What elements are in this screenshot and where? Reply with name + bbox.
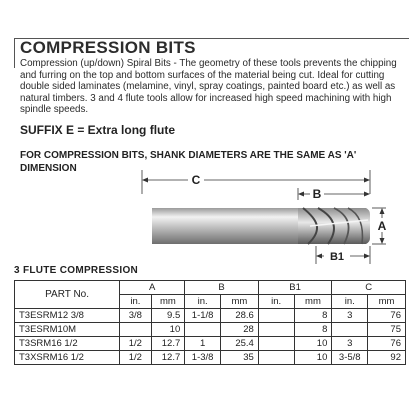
cell-c-in: 3-5/8 [332,351,368,365]
header-side-rule [14,38,15,68]
table-row [15,351,406,365]
group-header-b: B [185,281,259,295]
cell-c-in [332,323,368,337]
dimension-b1 [316,246,370,264]
cell-b-mm: 25.4 [220,337,258,351]
cell-a-mm: 9.5 [151,309,185,323]
cell-c-in: 3 [332,337,368,351]
part-number: T3XSRM16 1/2 [15,351,120,365]
dimension-b [298,187,370,201]
unit-header: mm [220,295,258,309]
spec-table [14,280,406,365]
table-row [15,323,406,337]
label-c: C [191,173,201,187]
cell-c-in: 3 [332,309,368,323]
cell-a-in: 1/2 [120,337,152,351]
cell-b-in: 1-3/8 [185,351,221,365]
cell-b1-in [258,337,294,351]
cell-c-mm: 75 [368,323,406,337]
dimension-c [142,170,370,194]
shank-note: FOR COMPRESSION BITS, SHANK DIAMETERS ARE THE SAME AS 'A' DIMENSION [20,150,357,174]
cell-b1-mm: 8 [294,309,332,323]
cell-a-in [120,323,152,337]
group-header-a: A [120,281,185,295]
part-number-header: PART No. [15,281,120,309]
group-header-c: C [332,281,406,295]
unit-header: in. [120,295,152,309]
bit-shank [152,208,300,244]
cell-b-mm: 28 [220,323,258,337]
cell-b1-in [258,323,294,337]
unit-header: mm [368,295,406,309]
cell-a-in: 3/8 [120,309,152,323]
cell-a-mm: 12.7 [151,337,185,351]
bit-flutes [298,208,370,244]
label-a: A [377,219,387,233]
bit-diagram [138,168,390,268]
unit-header: in. [185,295,221,309]
unit-header: in. [258,295,294,309]
unit-header: mm [294,295,332,309]
unit-header: mm [151,295,185,309]
dimension-a [372,208,387,244]
table-row [15,337,406,351]
cell-a-in: 1/2 [120,351,152,365]
cell-b-mm: 28.6 [220,309,258,323]
label-b1: B1 [329,251,345,263]
cell-b1-mm: 10 [294,351,332,365]
cell-b1-mm: 8 [294,323,332,337]
part-number: T3ESRM10M [15,323,120,337]
unit-header: in. [332,295,368,309]
page-title: COMPRESSION BITS [20,38,196,57]
cell-c-mm: 76 [368,337,406,351]
cell-b-in: 1 [185,337,221,351]
cell-a-mm: 10 [151,323,185,337]
cell-b-in: 1-1/8 [185,309,221,323]
cell-b-mm: 35 [220,351,258,365]
label-b: B [312,187,322,201]
table-title: 3 FLUTE COMPRESSION [14,265,139,276]
description-text: Compression (up/down) Spiral Bits - The geometry of these tools prevents the chipping and furring on the top and bottom surfaces of the material being cut. Ideal for cutting double sided laminates (melamine, vinyl, spray coatings, painted board etc.) as well as natural timbers. 3 and 4 flute tools allow for increased high speed machining with high spindle speeds. [20,58,397,115]
cell-b1-in [258,351,294,365]
table-row [15,309,406,323]
cell-c-mm: 92 [368,351,406,365]
part-number: T3ESRM12 3/8 [15,309,120,323]
part-number: T3SRM16 1/2 [15,337,120,351]
cell-b-in [185,323,221,337]
cell-a-mm: 12.7 [151,351,185,365]
cell-b1-in [258,309,294,323]
suffix-note: SUFFIX E = Extra long flute [20,123,176,137]
group-header-b1: B1 [258,281,332,295]
cell-b1-mm: 10 [294,337,332,351]
cell-c-mm: 76 [368,309,406,323]
